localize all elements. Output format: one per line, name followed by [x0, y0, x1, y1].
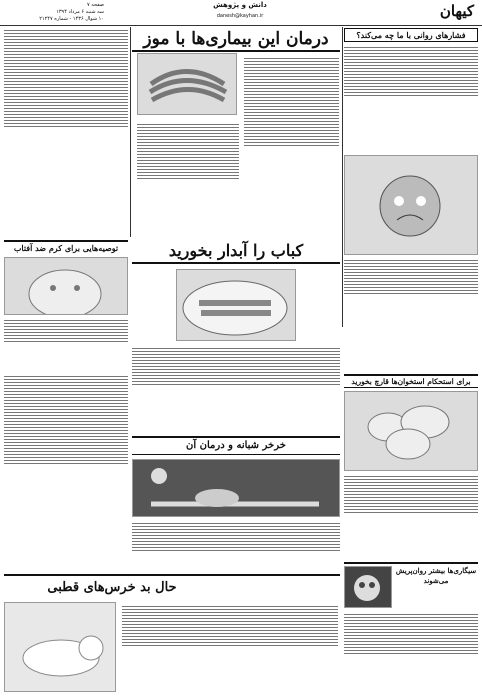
banana-body-continued [137, 122, 239, 234]
smoking-article [344, 562, 478, 694]
mushroom-article [344, 374, 478, 560]
polar-bears-headline: حال بد خرس‌های قطبی [47, 580, 177, 595]
psychology-headline: فشارهای روانی با ما چه می‌کند؟ [344, 28, 478, 42]
kebab-body [132, 346, 340, 424]
psychology-body-continued [344, 258, 478, 333]
section-email: danesh@kayhan.ir [216, 13, 264, 19]
snoring-headline: خرخر شبانه و درمان آن [132, 436, 340, 455]
smoke-image [344, 566, 392, 608]
sleeping-illustration [132, 459, 340, 517]
mushroom-headline: برای استحکام استخوان‌ها قارچ بخورید [344, 374, 478, 388]
sunscreen-image [4, 257, 128, 315]
left-lower-text [4, 374, 128, 568]
sunscreen-body [4, 318, 128, 368]
column-divider [130, 27, 131, 237]
sunscreen-headline: توصیه‌هایی برای کرم ضد آفتاب [4, 240, 128, 254]
mushroom-body [344, 474, 478, 556]
banana-body [244, 56, 339, 234]
banana-headline: درمان این بیماری‌ها با موز [132, 28, 340, 52]
smoking-body [344, 612, 478, 694]
banana-article [132, 28, 340, 238]
newspaper-logo: کیهان [439, 2, 474, 20]
newspaper-header [0, 0, 482, 26]
polar-bears-body [122, 604, 338, 690]
issue-metadata: صفحه ۷ سه شنبه ۶ مرداد ۱۳۹۴ ۱۰ شوال ۱۴۳۶ - شماره ۲۱۲۴۷ [39, 2, 104, 22]
psychology-article [344, 28, 478, 328]
kebab-headline: کباب را آبدار بخورید [132, 240, 340, 264]
smoking-headline: سیگاری‌ها بیشتر روان‌پریش می‌شوند [395, 566, 477, 585]
stress-illustration [344, 155, 478, 255]
psychology-body [344, 45, 478, 153]
snoring-body [132, 521, 340, 579]
polar-bears-article [4, 574, 340, 694]
kebab-plate-image [176, 269, 296, 341]
sunscreen-article [4, 240, 128, 370]
banana-image [137, 53, 237, 115]
polar-bear-image [4, 602, 116, 692]
section-title: دانش و پژوهش [213, 1, 267, 9]
kebab-article [132, 240, 340, 430]
column-divider [342, 27, 343, 327]
mushroom-image [344, 391, 478, 471]
left-column-text [4, 28, 128, 233]
snoring-article [132, 436, 340, 574]
